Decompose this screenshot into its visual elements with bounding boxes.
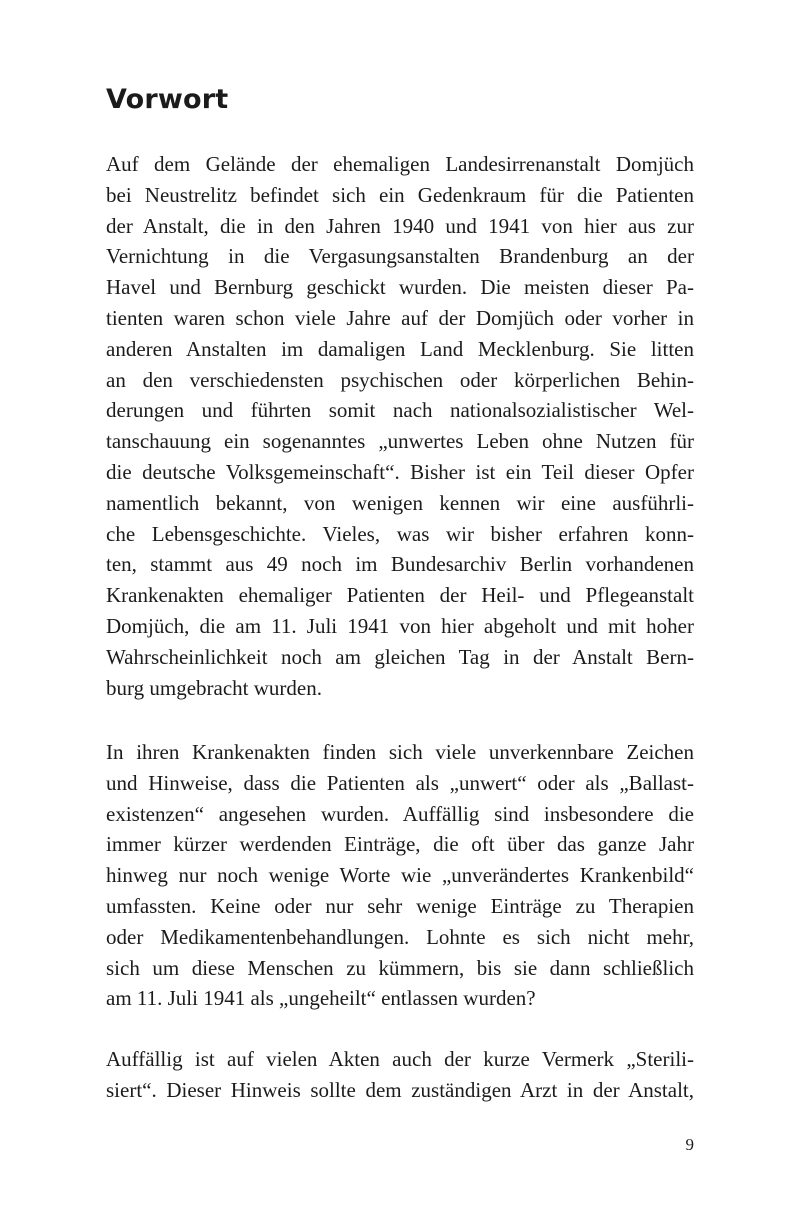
text-line: ten, stammt aus 49 noch im Bundesarchiv Berlin vorhandenen <box>106 552 694 577</box>
text-line: Auffällig ist auf vielen Akten auch der kurze Vermerk „Sterili- <box>106 1047 694 1071</box>
text-line: che Lebensgeschichte. Vieles, was wir bisher erfahren konn- <box>106 521 694 546</box>
text-line: tanschauung ein sogenanntes „unwertes Leben ohne Nutzen für <box>106 429 694 454</box>
text-line: existenzen“ angesehen wurden. Auffällig sind insbesondere die <box>106 801 694 826</box>
text-line: Auf dem Gelände der ehemaligen Landesirrenanstalt Domjüch <box>106 152 694 176</box>
text-line: derungen und führten somit nach nationalsozialistischer Wel- <box>106 398 694 423</box>
page-number: 9 <box>685 1135 694 1154</box>
text-line: namentlich bekannt, von wenigen kennen wir eine ausführli- <box>106 490 694 515</box>
text-line: burg umgebracht wurden. <box>106 675 322 700</box>
text-line: Domjüch, die am 11. Juli 1941 von hier abgeholt und mit hoher <box>106 613 694 638</box>
text-line: bei Neustrelitz befindet sich ein Gedenkraum für die Patienten <box>106 182 694 207</box>
text-line: hinweg nur noch wenige Worte wie „unverändertes Krankenbild“ <box>106 863 694 888</box>
text-line: immer kürzer werdenden Einträge, die oft über das ganze Jahr <box>106 832 694 857</box>
text-line: am 11. Juli 1941 als „ungeheilt“ entlassen wurden? <box>106 986 536 1011</box>
text-line: umfassten. Keine oder nur sehr wenige Einträge zu Therapien <box>106 893 694 918</box>
text-line: anderen Anstalten im damaligen Land Mecklenburg. Sie litten <box>106 336 694 361</box>
text-line: Havel und Bernburg geschickt wurden. Die meisten dieser Pa- <box>106 275 694 300</box>
paragraph-3 <box>106 1044 694 1106</box>
text-line: sich um diese Menschen zu kümmern, bis sie dann schließlich <box>106 955 694 980</box>
chapter-heading: Vorwort <box>106 84 229 115</box>
text-line: oder Medikamentenbehandlungen. Lohnte es sich nicht mehr, <box>106 924 694 949</box>
text-line: die deutsche Volksgemeinschaft“. Bisher ist ein Teil dieser Opfer <box>106 459 694 484</box>
text-line: Vernichtung in die Vergasungsanstalten Brandenburg an der <box>106 244 694 269</box>
text-line: Wahrscheinlichkeit noch am gleichen Tag in der Anstalt Bern- <box>106 644 694 669</box>
text-line: Krankenakten ehemaliger Patienten der Heil- und Pflegeanstalt <box>106 583 694 608</box>
text-line: siert“. Dieser Hinweis sollte dem zuständigen Arzt in der Anstalt, <box>106 1077 694 1102</box>
text-line: und Hinweise, dass die Patienten als „unwert“ oder als „Ballast- <box>106 770 694 795</box>
paragraph-1 <box>106 149 694 703</box>
text-line: tienten waren schon viele Jahre auf der Domjüch oder vorher in <box>106 305 694 330</box>
text-line: In ihren Krankenakten finden sich viele unverkennbare Zeichen <box>106 740 694 764</box>
paragraph-2 <box>106 737 694 1014</box>
text-line: der Anstalt, die in den Jahren 1940 und 1941 von hier aus zur <box>106 213 694 238</box>
text-line: an den verschiedensten psychischen oder körperlichen Behin- <box>106 367 694 392</box>
